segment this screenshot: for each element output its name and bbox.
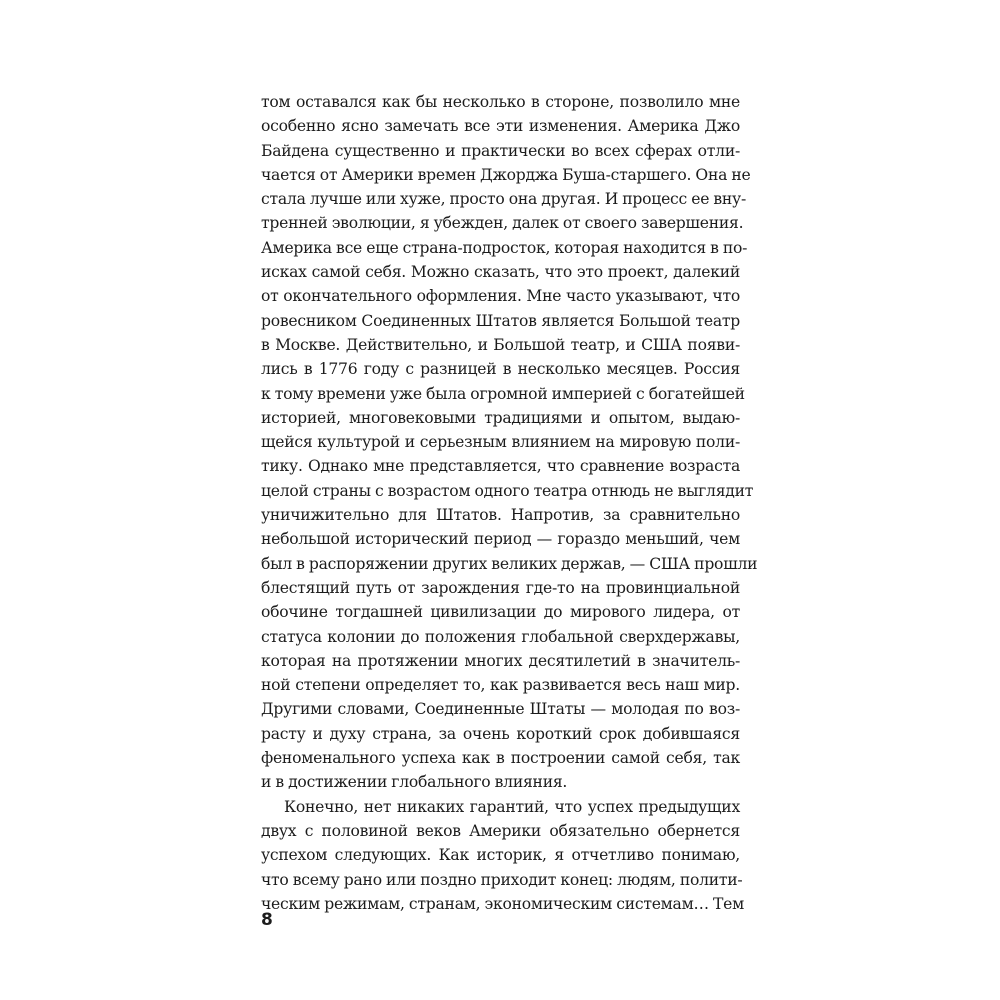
paragraph-1	[261, 90, 758, 795]
text-line: тренней эволюции, я убежден, далек от своего завершения.	[261, 214, 744, 233]
text-line: был в распоряжении других великих держав, — США прошли	[261, 554, 758, 573]
text-line: небольшой исторический период — гораздо меньший, чем	[261, 530, 740, 549]
body-text	[261, 90, 758, 916]
text-line: феноменального успеха как в построении самой себя, так	[261, 749, 740, 768]
paragraph-2	[261, 795, 745, 916]
text-line: успехом следующих. Как историк, я отчетливо понимаю,	[261, 846, 740, 865]
text-line: особенно ясно замечать все эти изменения. Америка Джо	[261, 117, 740, 136]
text-line: тику. Однако мне представляется, что сравнение возраста	[261, 457, 740, 476]
text-line: которая на протяжении многих десятилетий в значитель-	[261, 651, 740, 670]
text-line: и в достижении глобального влияния.	[261, 773, 568, 792]
text-line: лись в 1776 году с разницей в несколько месяцев. Россия	[261, 360, 740, 379]
text-line: уничижительно для Штатов. Напротив, за сравнительно	[261, 506, 740, 525]
text-line: Другими словами, Соединенные Штаты — молодая по воз-	[261, 700, 740, 719]
text-line: исках самой себя. Можно сказать, что это проект, далекий	[261, 263, 740, 282]
text-line: целой страны с возрастом одного театра отнюдь не выглядит	[261, 481, 754, 500]
text-line: щейся культурой и серьезным влиянием на мировую поли-	[261, 433, 740, 452]
text-line: от окончательного оформления. Мне часто указывают, что	[261, 287, 740, 306]
text-line: статуса колонии до положения глобальной сверхдержавы,	[261, 627, 740, 646]
text-line: двух с половиной веков Америки обязательно обернется	[261, 821, 740, 840]
text-line: стала лучше или хуже, просто она другая. И процесс ее вну-	[261, 190, 747, 209]
text-line: к тому времени уже была огромной империей с богатейшей	[261, 384, 745, 403]
text-line: Америка все еще страна-подросток, которая находится в по-	[261, 238, 748, 257]
text-line: чается от Америки времен Джорджа Буша-старшего. Она не	[261, 165, 751, 184]
text-line: ной степени определяет то, как развивается весь наш мир.	[261, 676, 740, 695]
text-line: в Москве. Действительно, и Большой театр, и США появи-	[261, 335, 740, 354]
text-line: что всему рано или поздно приходит конец: людям, полити-	[261, 870, 743, 889]
text-line: историей, многовековыми традициями и опытом, выдаю-	[261, 408, 740, 427]
text-line: блестящий путь от зарождения где-то на провинциальной	[261, 578, 740, 597]
text-line: расту и духу страна, за очень короткий срок добившаяся	[261, 724, 740, 743]
text-line: обочине тогдашней цивилизации до мирового лидера, от	[261, 603, 740, 622]
text-line: ровесником Соединенных Штатов является Большой театр	[261, 311, 740, 330]
page-number: 8	[261, 910, 273, 930]
text-line: Конечно, нет никаких гарантий, что успех предыдущих	[284, 797, 740, 816]
text-line: ческим режимам, странам, экономическим системам… Тем	[261, 894, 745, 913]
text-line: Байдена существенно и практически во всех сферах отли-	[261, 141, 740, 160]
text-line: том оставался как бы несколько в стороне, позволило мне	[261, 93, 740, 111]
